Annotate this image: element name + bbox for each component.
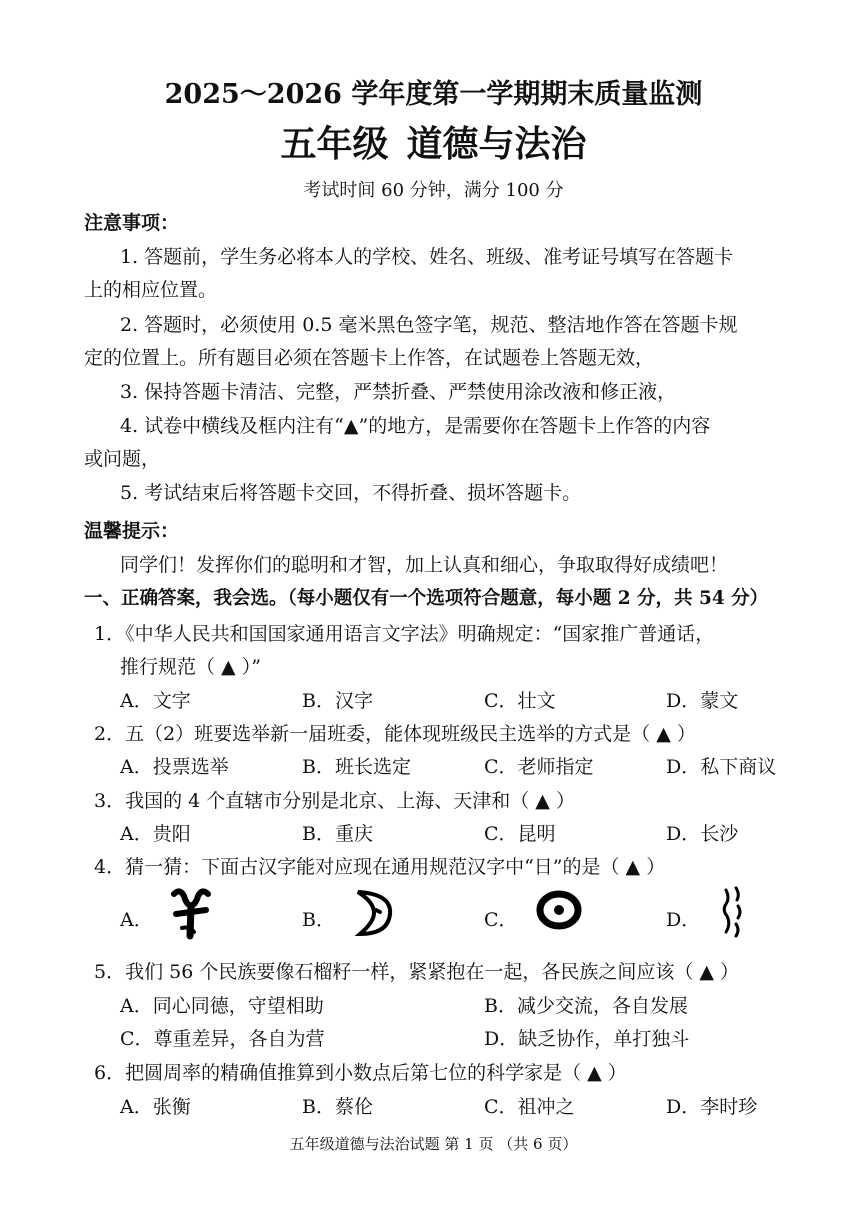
- question-3-option-b: B．重庆: [302, 823, 373, 845]
- question-3-option-a: A．贵阳: [120, 823, 191, 845]
- note-line: 5. 考试结束后将答题卡交回，不得折叠、损坏答题卡。: [120, 482, 582, 504]
- exam-title: 2025～2026 学年度第一学期期末质量监测: [164, 79, 703, 110]
- question-3-option-c: C．昆明: [484, 823, 556, 845]
- question-6-option-b: B．蔡伦: [302, 1096, 373, 1118]
- note-line: 定的位置上。所有题目必须在答题卡上作答，在试题卷上答题无效，: [84, 347, 655, 369]
- note-line: 3. 保持答题卡清洁、完整，严禁折叠、严禁使用涂改液和修正液，: [120, 381, 677, 403]
- ancient-glyph-a-icon: [170, 884, 212, 944]
- question-1-option-b: B．汉字: [302, 690, 373, 712]
- exam-info: 考试时间 60 分钟，满分 100 分: [303, 180, 564, 201]
- question-4-option-c: C．: [484, 909, 518, 931]
- page-footer: 五年级道德与法治试题 第 1 页 （共 6 页）: [289, 1135, 578, 1153]
- tips-text: 同学们！发挥你们的聪明和才智，加上认真和细心，争取取得好成绩吧！: [120, 554, 729, 576]
- question-2-option-c: C．老师指定: [484, 756, 594, 778]
- notes-heading: 注意事项：: [84, 212, 180, 234]
- section-heading: 一、正确答案，我会选。（每小题仅有一个选项符合题意，每小题 2 分，共 54 分）: [84, 588, 769, 609]
- ancient-glyph-c-icon: [536, 890, 582, 930]
- note-line: 或问题，: [84, 448, 161, 470]
- question-1-option-c: C．壮文: [484, 690, 556, 712]
- question-6-option-a: A．张衡: [120, 1096, 191, 1118]
- note-line: 2. 答题时，必须使用 0.5 毫米黑色签字笔，规范、整洁地作答在答题卡规: [120, 314, 738, 336]
- question-2-option-d: D．私下商议: [666, 756, 777, 778]
- subject-label: 道德与法治: [406, 123, 587, 165]
- note-line: 上的相应位置。: [84, 279, 218, 301]
- question-6-stem: 6．把圆周率的精确值推算到小数点后第七位的科学家是（ ▲ ）: [94, 1062, 627, 1084]
- question-6-option-d: D．李时珍: [666, 1096, 758, 1118]
- question-1-option-a: A．文字: [120, 690, 191, 712]
- question-5-option-c: C．尊重差异，各自为营: [120, 1028, 325, 1050]
- question-5-option-d: D．缺乏协作，单打独斗: [484, 1028, 690, 1050]
- question-1-stem: 1．《中华人民共和国国家通用语言文字法》明确规定：“国家推广普通话，: [94, 623, 715, 645]
- ancient-glyph-d-icon: [718, 884, 748, 938]
- question-5-option-b: B．减少交流，各自发展: [484, 995, 688, 1017]
- question-6-option-c: C．祖冲之: [484, 1096, 575, 1118]
- note-line: 4. 试卷中横线及框内注有“▲”的地方，是需要你在答题卡上作答的内容: [120, 415, 711, 437]
- question-5-stem: 5．我们 56 个民族要像石榴籽一样，紧紧抱在一起，各民族之间应该（ ▲ ）: [94, 961, 740, 983]
- question-5-option-a: A．同心同德，守望相助: [120, 995, 324, 1017]
- grade-label: 五年级: [280, 123, 389, 165]
- question-3-option-d: D．长沙: [666, 823, 739, 845]
- question-2-option-a: A．投票选举: [120, 756, 229, 778]
- question-4-stem: 4．猜一猜：下面古汉字能对应现在通用规范汉字中“日”的是（ ▲ ）: [94, 856, 666, 878]
- ancient-glyph-b-icon: [352, 888, 396, 938]
- question-2-stem: 2．五（2）班要选举新一届班委，能体现班级民主选举的方式是（ ▲ ）: [94, 723, 696, 745]
- question-4-option-d: D．: [666, 909, 701, 931]
- question-1-option-d: D．蒙文: [666, 690, 739, 712]
- question-1-stem-cont: 推行规范（ ▲ ）”: [120, 656, 261, 678]
- question-4-option-b: B．: [302, 909, 335, 931]
- question-2-option-b: B．班长选定: [302, 756, 411, 778]
- question-4-option-a: A．: [120, 909, 153, 931]
- exam-subtitle: [0, 116, 867, 167]
- note-line: 1. 答题前，学生务必将本人的学校、姓名、班级、准考证号填写在答题卡: [120, 246, 734, 268]
- tips-heading: 温馨提示：: [84, 520, 180, 542]
- question-3-stem: 3．我国的 4 个直辖市分别是北京、上海、天津和（ ▲ ）: [94, 790, 575, 812]
